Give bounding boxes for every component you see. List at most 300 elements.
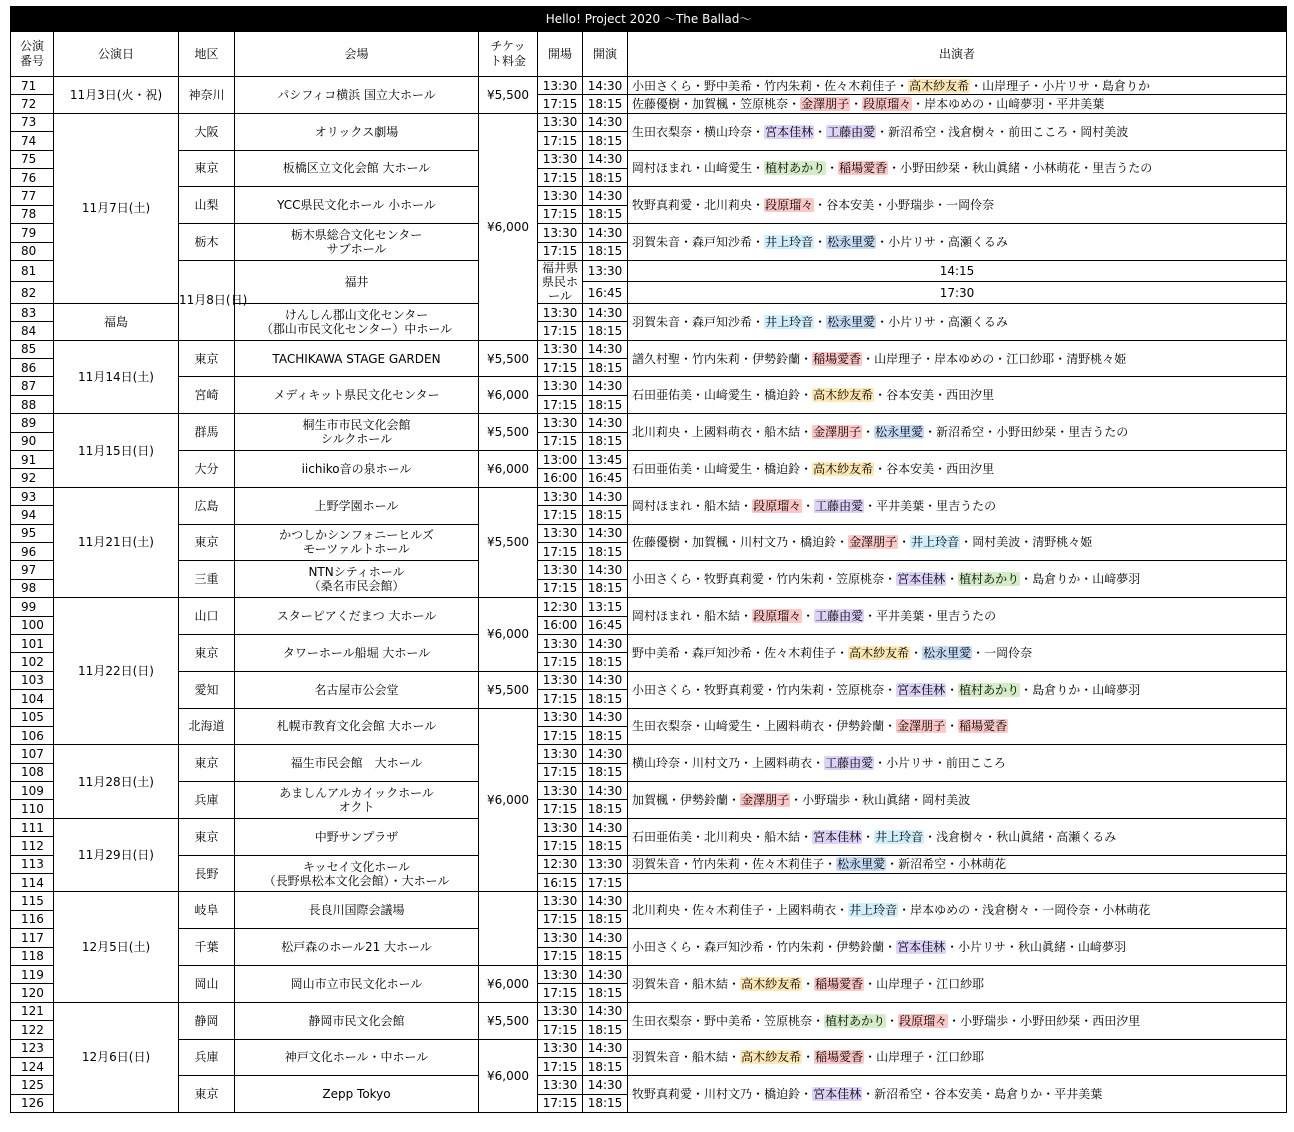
start-time: 18:15 <box>583 359 628 377</box>
performer-name: 秋山眞緒 <box>862 792 911 807</box>
door-time: 17:15 <box>538 690 583 708</box>
performer-name: 里吉うたの <box>936 609 997 624</box>
performer-name: 北川莉央 <box>632 425 681 440</box>
performer-name: 北川莉央 <box>704 198 753 213</box>
start-time: 14:30 <box>583 892 628 910</box>
show-date: 11月29日(日) <box>54 818 179 892</box>
start-time: 14:30 <box>583 77 628 95</box>
show-number: 75 <box>11 150 54 168</box>
start-time: 14:30 <box>583 113 628 131</box>
show-number: 94 <box>11 506 54 524</box>
region: 愛知 <box>179 671 235 708</box>
show-number: 93 <box>11 487 54 505</box>
performer-name: 上國料萌衣 <box>752 756 813 771</box>
performer-name: 橋迫鈴 <box>800 535 837 550</box>
performer-name: 浅倉樹々 <box>982 903 1031 918</box>
show-date: 11月28日(土) <box>54 745 179 819</box>
performers: 北川莉央・上國料萌衣・船木結・金澤朋子・松永里愛・新沼希空・小野田紗栞・里吉うたの <box>628 414 1287 451</box>
show-number: 78 <box>11 205 54 223</box>
start-time: 18:15 <box>583 542 628 560</box>
performer-highlight: 松永里愛 <box>875 425 924 440</box>
start-time: 16:45 <box>583 616 628 634</box>
performer-highlight: 稲場愛香 <box>813 351 862 366</box>
performers: 生田衣梨奈・山﨑愛生・上國料萌衣・伊勢鈴蘭・金澤朋子・稲場愛香 <box>628 708 1287 745</box>
venue: 栃木県総合文化センター サブホール <box>235 224 479 261</box>
performers: 岡村ほまれ・船木結・段原瑠々・工藤由愛・平井美葉・里吉うたの <box>628 487 1287 524</box>
performer-name: 伊勢鈴蘭 <box>680 792 729 807</box>
header-venue: 会場 <box>235 32 479 77</box>
region: 大阪 <box>179 113 235 150</box>
performer-name: 一岡伶奈 <box>1042 903 1091 918</box>
door-time: 17:15 <box>538 168 583 186</box>
performer-name: 一岡伶奈 <box>946 198 995 213</box>
performer-name: 江口紗耶 <box>936 976 985 991</box>
performer-name: 小野田紗栞 <box>1020 1013 1081 1028</box>
performer-name: 羽賀朱音 <box>632 235 681 250</box>
start-time: 14:30 <box>583 965 628 983</box>
door-time: 17:15 <box>538 984 583 1002</box>
table-row <box>11 414 1287 432</box>
start-time: 14:30 <box>583 745 628 763</box>
performer-name: 平井美葉 <box>876 609 925 624</box>
performers: 小田さくら・牧野真莉愛・竹内朱莉・笠原桃奈・宮本佳林・植村あかり・島倉りか・山﨑夢羽 <box>628 671 1287 708</box>
show-number: 119 <box>11 965 54 983</box>
performers: 岡村ほまれ・山﨑愛生・植村あかり・稲場愛香・小野田紗栞・秋山眞緒・小林萌花・里吉うたの <box>628 150 1287 187</box>
show-date: 11月15日(日) <box>54 414 179 488</box>
start-time: 18:15 <box>583 690 628 708</box>
start-time: 14:30 <box>583 414 628 432</box>
performer-name: 羽賀朱音 <box>632 857 681 872</box>
door-time: 17:15 <box>538 395 583 413</box>
door-time: 17:15 <box>538 837 583 855</box>
performer-highlight: 宮本佳林 <box>813 829 862 844</box>
performer-name: 一岡伶奈 <box>984 645 1033 660</box>
performer-name: 前田こころ <box>945 756 1006 771</box>
performer-name: 生田衣梨奈 <box>632 719 693 734</box>
start-time: 18:15 <box>583 395 628 413</box>
performer-highlight: 宮本佳林 <box>813 1087 862 1102</box>
show-number: 88 <box>11 395 54 413</box>
performer-name: 里吉うたの <box>936 498 997 513</box>
schedule-body <box>11 77 1287 1113</box>
performer-name: 山岸理子 <box>876 1050 925 1065</box>
show-number: 109 <box>11 782 54 800</box>
performer-name: 川村文乃 <box>740 535 789 550</box>
performer-name: 小野瑞歩 <box>886 198 935 213</box>
door-time: 13:30 <box>538 303 583 321</box>
performer-highlight: 高木紗友希 <box>909 78 970 93</box>
show-number: 76 <box>11 168 54 186</box>
performer-name: 岡村美波 <box>1080 124 1129 139</box>
performer-name: 小林萌花 <box>958 857 1007 872</box>
performer-highlight: 高木紗友希 <box>741 976 802 991</box>
table-row <box>11 929 1287 947</box>
performer-name: 小田さくら <box>632 940 693 955</box>
performers: 石田亜佑美・山﨑愛生・橋迫鈴・高木紗友希・谷本安美・西田汐里 <box>628 377 1287 414</box>
performer-name: 谷本安美 <box>886 388 935 403</box>
performer-highlight: 段原瑠々 <box>753 498 802 513</box>
performer-name: 野中美希 <box>632 645 681 660</box>
show-number: 91 <box>11 451 54 469</box>
show-number: 83 <box>11 303 54 321</box>
performer-name: 佐々木莉佳子 <box>824 78 897 93</box>
performer-name: 谷本安美 <box>886 461 935 476</box>
door-time: 17:15 <box>538 95 583 113</box>
door-time: 17:15 <box>538 763 583 781</box>
venue: 長良川国際会議場 <box>235 892 479 929</box>
door-time: 13:30 <box>538 1002 583 1020</box>
header-open: 開場 <box>538 32 583 77</box>
door-time: 13:30 <box>538 671 583 689</box>
performer-name: 船木結 <box>764 829 801 844</box>
region: 東京 <box>179 818 235 855</box>
table-row <box>11 451 1287 469</box>
door-time: 13:30 <box>538 524 583 542</box>
performer-name: 岸本ゆめの <box>934 351 995 366</box>
start-time: 18:15 <box>583 910 628 928</box>
performer-highlight: 高木紗友希 <box>849 645 910 660</box>
show-number: 103 <box>11 671 54 689</box>
start-time: 14:30 <box>583 1039 628 1057</box>
door-time: 17:15 <box>538 910 583 928</box>
door-time: 16:00 <box>538 616 583 634</box>
performer-highlight: 松永里愛 <box>923 645 972 660</box>
door-time: 17:15 <box>538 132 583 150</box>
start-time: 14:30 <box>583 1076 628 1094</box>
performer-name: 秋山眞緒 <box>972 161 1021 176</box>
performers: 羽賀朱音・森戸知沙希・井上玲音・松永里愛・小片リサ・高瀬くるみ <box>628 303 1287 340</box>
table-row <box>11 634 1287 652</box>
performer-name: 橋迫鈴 <box>764 1087 801 1102</box>
performer-name: 竹内朱莉 <box>764 78 813 93</box>
performer-name: 平井美葉 <box>876 498 925 513</box>
performer-name: 竹内朱莉 <box>692 857 741 872</box>
performer-highlight: 植村あかり <box>825 1013 886 1028</box>
venue: けんしん郡山文化センター （郡山市民文化センター）中ホール <box>235 303 479 340</box>
show-number: 82 <box>11 282 54 304</box>
ticket-price: ¥5,500 <box>479 1002 538 1039</box>
start-time: 14:15 <box>628 260 1287 282</box>
venue: 神戸文化ホール・中ホール <box>235 1039 479 1076</box>
performer-name: 里吉うたの <box>1068 425 1129 440</box>
table-row <box>11 671 1287 689</box>
performer-name: 岸本ゆめの <box>910 903 971 918</box>
door-time: 17:15 <box>538 579 583 597</box>
door-time: 13:30 <box>538 745 583 763</box>
door-time: 13:30 <box>538 965 583 983</box>
start-time: 14:30 <box>583 671 628 689</box>
performer-name: 小野瑞歩 <box>960 1013 1009 1028</box>
venue: メディキット県民文化センター <box>235 377 479 414</box>
performer-name: 伊勢鈴蘭 <box>752 351 801 366</box>
door-time: 13:30 <box>538 782 583 800</box>
venue: 桐生市市民文化会館 シルクホール <box>235 414 479 451</box>
ticket-price: ¥6,000 <box>479 113 538 340</box>
performers: 石田亜佑美・山﨑愛生・橋迫鈴・高木紗友希・谷本安美・西田汐里 <box>628 451 1287 488</box>
region: 長野 <box>179 855 235 892</box>
door-time: 13:30 <box>538 377 583 395</box>
start-time: 18:15 <box>583 95 628 113</box>
door-time: 17:15 <box>538 506 583 524</box>
table-row <box>11 77 1287 95</box>
show-number: 114 <box>11 874 54 892</box>
show-date: 12月6日(日) <box>54 1002 179 1112</box>
table-title: Hello! Project 2020 ～The Ballad～ <box>11 7 1287 32</box>
show-number: 124 <box>11 1057 54 1075</box>
performer-name: 平井美葉 <box>1056 97 1105 112</box>
ticket-price: ¥6,000 <box>479 598 538 672</box>
performer-name: 高瀬くるみ <box>947 314 1008 329</box>
start-time: 18:15 <box>583 132 628 150</box>
performer-name: 里吉うたの <box>1092 161 1153 176</box>
show-number: 125 <box>11 1076 54 1094</box>
performer-name: 上國料萌衣 <box>692 425 753 440</box>
venue: 静岡市民文化会館 <box>235 1002 479 1039</box>
performer-highlight: 高木紗友希 <box>813 461 874 476</box>
table-row <box>11 782 1287 800</box>
performer-highlight: 井上玲音 <box>911 535 960 550</box>
performer-name: 佐々木莉佳子 <box>752 857 825 872</box>
performer-name: 加賀楓 <box>692 535 729 550</box>
performer-name: 野中美希 <box>704 1013 753 1028</box>
table-row <box>11 708 1287 726</box>
performer-name: 岸本ゆめの <box>924 97 985 112</box>
show-number: 72 <box>11 95 54 113</box>
performers: 羽賀朱音・竹内朱莉・佐々木莉佳子・松永里愛・新沼希空・小林萌花 <box>628 855 1287 873</box>
table-row <box>11 150 1287 168</box>
show-number: 102 <box>11 653 54 671</box>
door-time: 13:30 <box>538 77 583 95</box>
performer-name: 笠原桃奈 <box>740 97 789 112</box>
door-time: 12:30 <box>538 598 583 616</box>
ticket-price: ¥5,500 <box>479 340 538 377</box>
show-number: 111 <box>11 818 54 836</box>
door-time: 17:15 <box>538 1057 583 1075</box>
venue: Zepp Tokyo <box>235 1076 479 1113</box>
performer-name: 森戸知沙希 <box>692 645 753 660</box>
performer-name: 山﨑愛生 <box>704 388 753 403</box>
start-time: 13:45 <box>583 451 628 469</box>
venue: タワーホール船堀 大ホール <box>235 634 479 671</box>
region: 東京 <box>179 340 235 377</box>
performer-name: 野中美希 <box>704 78 753 93</box>
show-number: 96 <box>11 542 54 560</box>
performer-name: 谷本安美 <box>826 198 875 213</box>
show-date: 11月14日(土) <box>54 340 179 414</box>
venue: 中野サンプラザ <box>235 818 479 855</box>
performers: 佐藤優樹・加賀楓・川村文乃・橋迫鈴・金澤朋子・井上玲音・岡村美波・清野桃々姫 <box>628 524 1287 561</box>
door-time: 13:30 <box>538 224 583 242</box>
performer-name: 新沼希空 <box>874 1087 923 1102</box>
start-time: 18:15 <box>583 1021 628 1039</box>
performers: 譜久村聖・竹内朱莉・伊勢鈴蘭・稲場愛香・山岸理子・岸本ゆめの・江口紗耶・清野桃々姫 <box>628 340 1287 377</box>
door-time: 13:30 <box>583 260 628 282</box>
table-row <box>11 1076 1287 1094</box>
show-number: 113 <box>11 855 54 873</box>
performer-name: 小片リサ <box>888 235 936 250</box>
performer-name: 前田こころ <box>1008 124 1069 139</box>
show-date: 11月21日(土) <box>54 487 179 597</box>
door-time: 13:30 <box>538 150 583 168</box>
performer-name: 譜久村聖 <box>632 351 681 366</box>
performer-name: 秋山眞緒 <box>1017 940 1066 955</box>
door-time: 17:15 <box>538 726 583 744</box>
ticket-price: ¥6,000 <box>479 708 538 892</box>
performer-name: 加賀楓 <box>632 792 669 807</box>
performer-highlight: 稲場愛香 <box>839 161 888 176</box>
performer-highlight: 段原瑠々 <box>753 609 802 624</box>
start-time: 18:15 <box>583 506 628 524</box>
performer-name: 上國料萌衣 <box>764 719 825 734</box>
performer-name: 竹内朱莉 <box>776 682 825 697</box>
performer-highlight: 工藤由愛 <box>827 124 876 139</box>
venue: オリックス劇場 <box>235 113 479 150</box>
performer-name: 山岸理子 <box>874 351 923 366</box>
performer-highlight: 段原瑠々 <box>899 1013 948 1028</box>
ticket-price: ¥5,500 <box>479 671 538 708</box>
door-time: 17:15 <box>538 205 583 223</box>
performer-highlight: 松永里愛 <box>837 857 886 872</box>
start-time: 14:30 <box>583 487 628 505</box>
performer-name: 船木結 <box>704 498 741 513</box>
performer-name: 山﨑夢羽 <box>996 97 1045 112</box>
performer-highlight: 金澤朋子 <box>801 97 850 112</box>
performer-name: 北川莉央 <box>632 903 681 918</box>
start-time: 14:30 <box>583 340 628 358</box>
region: 福井 <box>235 260 479 303</box>
performer-name: 江口紗耶 <box>936 1050 985 1065</box>
performer-name: 秋山眞緒 <box>996 829 1045 844</box>
show-number: 105 <box>11 708 54 726</box>
performer-name: 笠原桃奈 <box>764 1013 813 1028</box>
venue: 福生市民会館 大ホール <box>235 745 479 782</box>
show-number: 79 <box>11 224 54 242</box>
door-time: 13:30 <box>538 187 583 205</box>
show-number: 89 <box>11 414 54 432</box>
venue: かつしかシンフォニーヒルズ モーツァルトホール <box>235 524 479 561</box>
performer-highlight: 井上玲音 <box>849 903 898 918</box>
performer-name: 山﨑夢羽 <box>1092 682 1141 697</box>
door-time: 13:30 <box>538 414 583 432</box>
performer-highlight: 井上玲音 <box>765 314 814 329</box>
start-time: 14:30 <box>583 377 628 395</box>
performer-highlight: 植村あかり <box>765 161 826 176</box>
region: 栃木 <box>179 224 235 261</box>
performer-name: 清野桃々姫 <box>1032 535 1093 550</box>
region: 群馬 <box>179 414 235 451</box>
performer-name: 島倉りか <box>994 1087 1043 1102</box>
show-number: 77 <box>11 187 54 205</box>
door-time: 17:15 <box>538 800 583 818</box>
start-time: 16:45 <box>583 469 628 487</box>
region: 広島 <box>179 487 235 524</box>
performer-name: 岡村ほまれ <box>632 161 693 176</box>
performer-name: 船木結 <box>764 425 801 440</box>
performer-name: 小片リサ <box>886 756 934 771</box>
table-row <box>11 340 1287 358</box>
performer-name: 新沼希空 <box>898 857 947 872</box>
table-row <box>11 1002 1287 1020</box>
performer-highlight: 金澤朋子 <box>849 535 898 550</box>
header-performers: 出演者 <box>628 32 1287 77</box>
start-time: 14:30 <box>583 524 628 542</box>
show-number: 74 <box>11 132 54 150</box>
region: 兵庫 <box>179 782 235 819</box>
performer-name: 島倉りか <box>1101 78 1150 93</box>
show-number: 92 <box>11 469 54 487</box>
start-time: 18:15 <box>583 763 628 781</box>
region: 静岡 <box>179 1002 235 1039</box>
performers: 羽賀朱音・船木結・高木紗友希・稲場愛香・山岸理子・江口紗耶 <box>628 965 1287 1002</box>
start-time: 14:30 <box>583 818 628 836</box>
start-time: 14:30 <box>583 782 628 800</box>
performer-name: 島倉りか <box>1032 682 1081 697</box>
performer-name: 山﨑愛生 <box>704 461 753 476</box>
performer-highlight: 金澤朋子 <box>897 719 946 734</box>
venue: あましんアルカイックホール オクト <box>235 782 479 819</box>
region: 北海道 <box>179 708 235 745</box>
ticket-price: ¥5,500 <box>479 487 538 597</box>
performer-name: 笠原桃奈 <box>836 682 885 697</box>
door-time: 12:30 <box>538 855 583 873</box>
start-time: 14:30 <box>583 929 628 947</box>
table-row <box>11 745 1287 763</box>
show-number: 106 <box>11 726 54 744</box>
performer-highlight: 高木紗友希 <box>741 1050 802 1065</box>
show-number: 116 <box>11 910 54 928</box>
show-date: 11月7日(土) <box>54 113 179 303</box>
door-time: 17:15 <box>538 1094 583 1112</box>
region: 岐阜 <box>179 892 235 929</box>
table-row <box>11 260 1287 282</box>
region: 東京 <box>179 524 235 561</box>
schedule-table <box>10 6 1287 1113</box>
door-time: 17:15 <box>538 322 583 340</box>
performer-highlight: 金澤朋子 <box>741 792 790 807</box>
region: 宮崎 <box>179 377 235 414</box>
region: 東京 <box>179 150 235 187</box>
door-time: 13:30 <box>538 818 583 836</box>
start-time: 17:15 <box>583 874 628 892</box>
show-number: 110 <box>11 800 54 818</box>
start-time: 14:30 <box>583 561 628 579</box>
start-time: 18:15 <box>583 984 628 1002</box>
performers: 北川莉央・佐々木莉佳子・上國料萌衣・井上玲音・岸本ゆめの・浅倉樹々・一岡伶奈・小林萌花 <box>628 892 1287 929</box>
region: 福島 <box>54 303 179 340</box>
table-row <box>11 855 1287 873</box>
start-time: 14:30 <box>583 224 628 242</box>
door-time: 13:30 <box>538 1076 583 1094</box>
performer-name: 森戸知沙希 <box>692 314 753 329</box>
door-time: 13:30 <box>538 561 583 579</box>
performer-highlight: 高木紗友希 <box>813 388 874 403</box>
region: 岡山 <box>179 965 235 1002</box>
performer-name: 山﨑愛生 <box>704 161 753 176</box>
performer-name: 小林萌花 <box>1102 903 1151 918</box>
performer-name: 生田衣梨奈 <box>632 124 693 139</box>
show-number: 104 <box>11 690 54 708</box>
door-time: 13:00 <box>538 451 583 469</box>
performer-name: 伊勢鈴蘭 <box>836 940 885 955</box>
start-time: 13:15 <box>583 598 628 616</box>
performer-name: 竹内朱莉 <box>776 940 825 955</box>
performer-highlight: 植村あかり <box>959 682 1020 697</box>
performer-name: 小野田紗栞 <box>996 425 1057 440</box>
performer-name: 牧野真莉愛 <box>632 1087 693 1102</box>
performer-name: 清野桃々姫 <box>1066 351 1127 366</box>
venue: NTNシティホール （桑名市民会館） <box>235 561 479 598</box>
performer-highlight: 稲場愛香 <box>959 719 1008 734</box>
